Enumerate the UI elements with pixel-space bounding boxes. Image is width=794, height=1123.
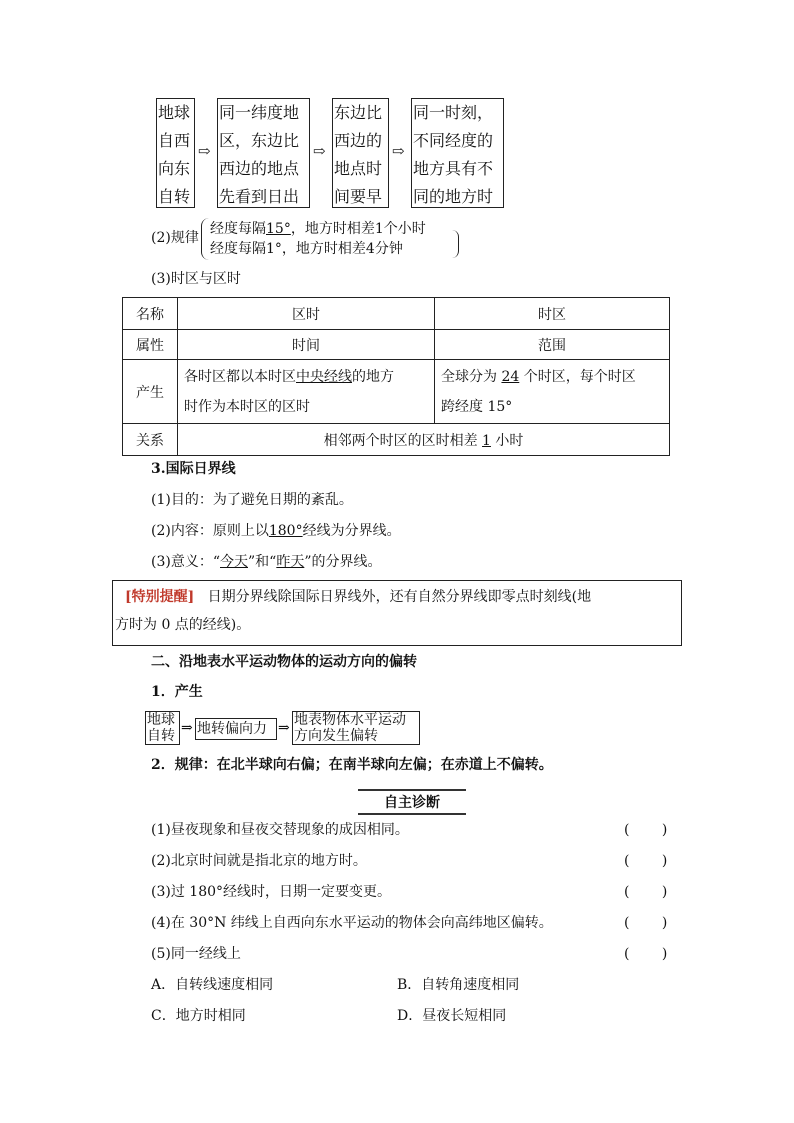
flow-text: 向东: [158, 159, 191, 178]
table-cell: 相邻两个时区的区时相差 1 小时: [178, 424, 670, 456]
answer-paren: ( ): [624, 915, 682, 931]
table-cell: 各时区都以本时区中央经线的地方 时作为本时区的区时: [178, 360, 435, 424]
table-cell: 关系: [123, 424, 178, 456]
flow-arrow: ⇨: [392, 142, 405, 160]
flow-box-earlier-time: [332, 98, 389, 208]
table-cell: 区时: [178, 298, 435, 330]
deflect-box-result: 地表物体水平运动 方向发生偏转: [292, 711, 420, 745]
flow-text: 东边比: [334, 103, 383, 122]
flow-box-sunrise: [217, 98, 310, 208]
flow-text: 同的地方时: [413, 187, 494, 206]
table-row: [123, 424, 670, 456]
table-row: [123, 298, 670, 330]
flow-box-local-time: [411, 98, 504, 208]
flow-text: 不同经度的: [413, 131, 494, 150]
rule-label: (2)规律: [151, 230, 199, 246]
dateline-meaning: (3)意义：“今天”和“昨天”的分界线。: [151, 554, 382, 570]
deflect-arrow: ⇒: [181, 720, 193, 736]
reminder-line-1: [特别提醒] 日期分界线除国际日界线外，还有自然分界线即零点时刻线(地: [125, 589, 592, 605]
diagnosis-item-1: (1)昼夜现象和昼夜交替现象的成因相同。: [151, 822, 409, 838]
table-row: [123, 330, 670, 360]
flow-text: 地方具有不: [413, 159, 494, 178]
flow-text: 先看到日出: [219, 187, 300, 206]
reminder-tag: [特别提醒]: [125, 589, 195, 605]
table-cell: 范围: [435, 330, 670, 360]
rule-brace: [201, 218, 210, 260]
table-cell: 时区: [435, 298, 670, 330]
deflection-heading: 二、沿地表水平运动物体的运动方向的偏转: [151, 654, 417, 670]
dateline-purpose: (1)目的：为了避免日期的紊乱。: [151, 492, 353, 508]
table-row: [123, 360, 670, 424]
dateline-heading: 3.国际日界线: [151, 461, 236, 477]
answer-paren: ( ): [624, 946, 682, 962]
diagnosis-item-3: (3)过 180°经线时，日期一定要变更。: [151, 884, 392, 900]
flow-text: 西边的地点: [219, 159, 300, 178]
special-reminder-box: [112, 580, 682, 646]
flow-text: 同一时刻，: [413, 103, 494, 122]
rule-line-1: 经度每隔15°，地方时相差1个小时: [210, 221, 426, 237]
table-cell: 名称: [123, 298, 178, 330]
deflect-box-earth-rotation: 地球 自转: [145, 711, 180, 745]
deflection-sub-1: 1．产生: [151, 684, 203, 700]
table-cell: 产生: [123, 360, 178, 424]
deflect-box-coriolis: 地转偏向力: [195, 718, 277, 740]
timezone-title: (3)时区与区时: [151, 271, 241, 287]
diagnosis-item-5: (5)同一经线上: [151, 946, 241, 962]
reminder-line-2: 方时为 0 点的经线)。: [115, 617, 251, 633]
flow-text: 地球: [158, 103, 191, 122]
option-c: C．地方时相同: [151, 1008, 246, 1024]
rule-line-2: 经度每隔1°，地方时相差4分钟: [210, 241, 403, 257]
table-cell: 时间: [178, 330, 435, 360]
answer-paren: ( ): [624, 884, 682, 900]
rule-brace-right: [452, 230, 459, 258]
flow-text: 西边的: [334, 131, 383, 150]
dateline-content: (2)内容：原则上以180°经线为分界线。: [151, 523, 401, 539]
table-cell: 属性: [123, 330, 178, 360]
deflect-arrow: ⇒: [278, 720, 290, 736]
flow-text: 区，东边比: [219, 131, 300, 150]
flow-text: 间要早: [334, 187, 383, 206]
table-cell: 全球分为 24 个时区，每个时区 跨经度 15°: [435, 360, 670, 424]
flow-text: 自西: [158, 131, 191, 150]
deflection-rule: 2．规律：在北半球向右偏；在南半球向左偏；在赤道上不偏转。: [151, 757, 553, 773]
diagnosis-item-2: (2)北京时间就是指北京的地方时。: [151, 853, 367, 869]
option-a: A．自转线速度相同: [151, 977, 274, 993]
diagnosis-item-4: (4)在 30°N 纬线上自西向东水平运动的物体会向高纬地区偏转。: [151, 915, 553, 931]
answer-paren: ( ): [624, 822, 682, 838]
timezone-table: [122, 297, 670, 456]
flow-arrow: ⇨: [313, 142, 326, 160]
answer-paren: ( ): [624, 853, 682, 869]
diagnosis-badge: 自主诊断: [358, 789, 466, 815]
flow-box-earth-rotation: [156, 98, 195, 208]
flow-text: 地点时: [334, 159, 383, 178]
option-b: B．自转角速度相同: [397, 977, 520, 993]
option-d: D．昼夜长短相同: [397, 1008, 507, 1024]
flow-text: 同一纬度地: [219, 103, 300, 122]
flow-text: 自转: [158, 187, 191, 206]
flow-arrow: ⇨: [198, 142, 211, 160]
